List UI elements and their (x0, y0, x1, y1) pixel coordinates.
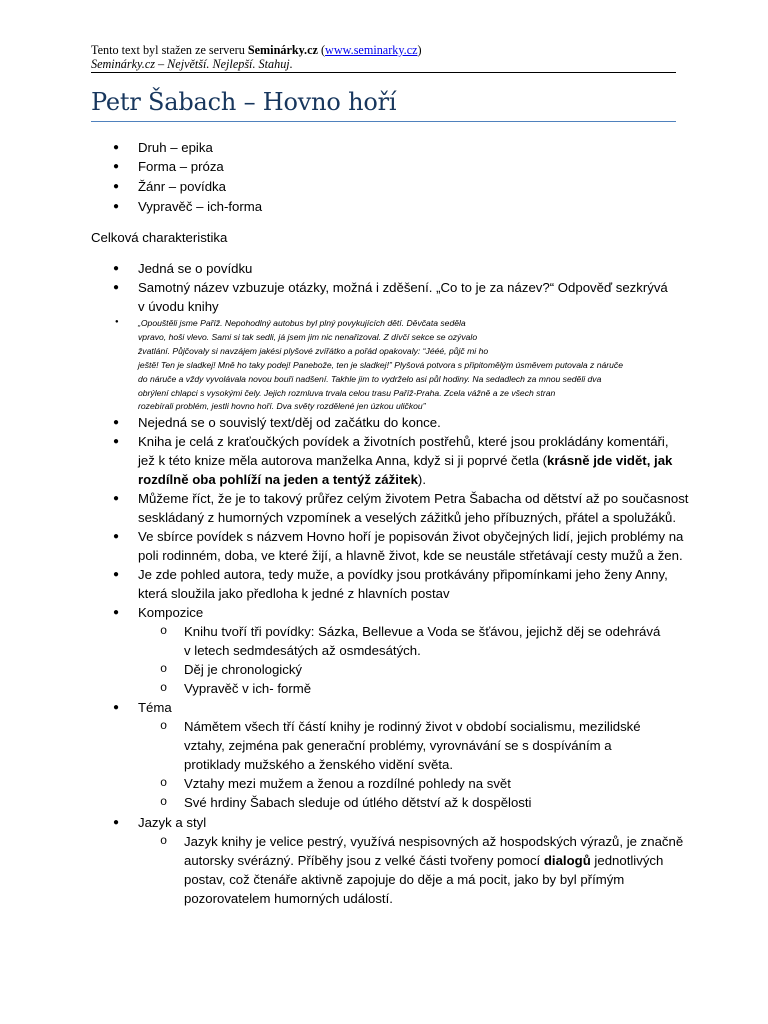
sub-list-item-cont: autorsky svérázný. Příběhy jsou z velké části tvořeny pomocí dialogů jednotlivých (184, 853, 664, 868)
source-line: Tento text byl stažen ze serveru Seminárky.cz (www.seminarky.cz) (91, 43, 422, 57)
sub-list-item-cont: v letech sedmdesátých až osmdesátých. (184, 643, 421, 658)
sub-bullet-icon: o (160, 719, 168, 733)
list-item-cont: poli rodinném, doba, ve které žijí, a hlavně život, kde se neustále střetávají cesty mužů a žen. (138, 548, 683, 563)
sub-bullet-icon: o (160, 681, 168, 695)
sub-list-item: Námětem všech tří částí knihy je rodinný život v období socialismu, mezilidské (184, 719, 641, 734)
bullet-icon: ● (113, 201, 120, 212)
sub-list-item: Vztahy mezi mužem a ženou a rozdílné pohledy na svět (184, 776, 511, 791)
sub-list-item-cont: vztahy, zejména pak generační problémy, vyrovnávání se s dospíváním a (184, 738, 612, 753)
quote-line: rozebírali problém, jestli hovno hoří. Dva světy rozdělené jen úzkou uličkou” (138, 401, 426, 411)
intro-item: Vypravěč – ich-forma (138, 199, 263, 214)
bullet-icon: ● (113, 817, 120, 828)
bullet-icon: ● (113, 702, 120, 713)
quote-line: do náruče a vždy vyvolávala novou bouři nadšení. Takhle jim to vydrželo asi půl hodiny. Na sedadlech za mnou seděli dva (138, 374, 602, 384)
title-divider (91, 121, 676, 122)
section-heading: Celková charakteristika (91, 230, 228, 245)
bullet-icon: ● (113, 161, 120, 172)
sub-list-item: Děj je chronologický (184, 662, 303, 677)
list-item-cont: seskládaný z humorných vzpomínek a veselých zážitků jeho příbuzných, přátel a spolužáků. (138, 510, 677, 525)
list-item-cont: v úvodu knihy (138, 299, 219, 314)
list-item-cont: rozdílně oba pohlíží na jeden a tentýž zážitek). (138, 472, 426, 487)
quote-line: žvatlání. Půjčovaly si navzájem jakési plyšové zvířátko a pořád opakovaly: “Jééé, půjč mi ho (138, 346, 489, 356)
site-link[interactable]: www.seminarky.cz (325, 43, 418, 57)
sub-bullet-icon: o (160, 662, 168, 676)
bullet-icon: ● (113, 142, 120, 153)
list-item: Kniha je celá z kraťoučkých povídek a životních postřehů, které jsou prokládány komentáři, (138, 434, 669, 449)
intro-item: Žánr – povídka (138, 179, 226, 194)
sub-list-item-cont: protiklady mužského a ženského vidění světa. (184, 757, 454, 772)
sub-list-item: Knihu tvoří tři povídky: Sázka, Bellevue a Voda se šťávou, jejichž děj se odehrává (184, 624, 661, 639)
small-bullet-icon: ● (115, 319, 119, 325)
bullet-icon: ● (113, 531, 120, 542)
bullet-icon: ● (113, 436, 120, 447)
sub-list-item: Vypravěč v ich- formě (184, 681, 312, 696)
list-item-cont: jež k této knize měla autorova manželka Anna, když si ji poprvé četla (krásně jde vidět, jak (138, 453, 673, 468)
sub-list-item-cont: pozorovatelem humorných událostí. (184, 891, 393, 906)
bullet-icon: ● (113, 263, 120, 274)
quote-line: „Opouštěli jsme Paříž. Nepohodlný autobus byl plný povykujících dětí. Děvčata seděla (138, 318, 466, 328)
bullet-icon: ● (113, 607, 120, 618)
list-item-cont: která sloužila jako předloha k jedné z hlavních postav (138, 586, 450, 601)
source-header (91, 43, 681, 71)
list-item: Jedná se o povídku (138, 261, 253, 276)
bullet-icon: ● (113, 569, 120, 580)
list-item: Téma (138, 700, 172, 715)
sub-list-item-cont: postav, což čtenáře aktivně zapojuje do děje a má pocit, jako by byl přímým (184, 872, 625, 887)
list-item: Ve sbírce povídek s názvem Hovno hoří je popisován život obyčejných lidí, jejich problémy na (138, 529, 684, 544)
tagline: Seminárky.cz – Největší. Nejlepší. Stahuj. (91, 57, 293, 71)
quote-line: vpravo, hoši vlevo. Sami si tak sedli, já jsem jim nic nenařizoval. Z dívčí sekce se ozývalo (138, 332, 478, 342)
list-item: Můžeme říct, že je to takový průřez celým životem Petra Šabacha od dětství až po současnost (138, 491, 689, 506)
intro-item: Forma – próza (138, 159, 224, 174)
document-title: Petr Šabach – Hovno hoří (91, 88, 397, 116)
list-item: Kompozice (138, 605, 204, 620)
bullet-icon: ● (113, 181, 120, 192)
intro-item: Druh – epika (138, 140, 213, 155)
list-item: Jazyk a styl (138, 815, 207, 830)
bullet-icon: ● (113, 417, 120, 428)
quote-line: ještě! Ten je sladkej! Mně ho taky podej! Panebože, ten je sladkej!” Plyšová potvora s připitomělým úsměvem putovala z náruče (138, 360, 624, 370)
site-name: Seminárky.cz (247, 43, 318, 57)
bullet-icon: ● (113, 282, 120, 293)
bullet-icon: ● (113, 493, 120, 504)
sub-bullet-icon: o (160, 624, 168, 638)
sub-bullet-icon: o (160, 795, 168, 809)
sub-list-item: Své hrdiny Šabach sleduje od útlého dětství až k dospělosti (184, 795, 532, 810)
list-item: Samotný název vzbuzuje otázky, možná i zděšení. „Co to je za název?“ Odpověď sezkrývá (138, 280, 668, 295)
sub-list-item: Jazyk knihy je velice pestrý, využívá nespisovných až hospodských výrazů, je značně (184, 834, 684, 849)
header-divider (91, 72, 676, 73)
list-item: Je zde pohled autora, tedy muže, a povídky jsou protkávány připomínkami jeho ženy Anny, (138, 567, 668, 582)
sub-bullet-icon: o (160, 834, 168, 848)
sub-bullet-icon: o (160, 776, 168, 790)
list-item: Nejedná se o souvislý text/děj od začátku do konce. (138, 415, 441, 430)
quote-line: obrýlení chlapci s vysokými čely. Jejich rozmluva trvala celou trasu Paříž-Praha. Zcela vážně a ze všech stran (138, 388, 556, 398)
